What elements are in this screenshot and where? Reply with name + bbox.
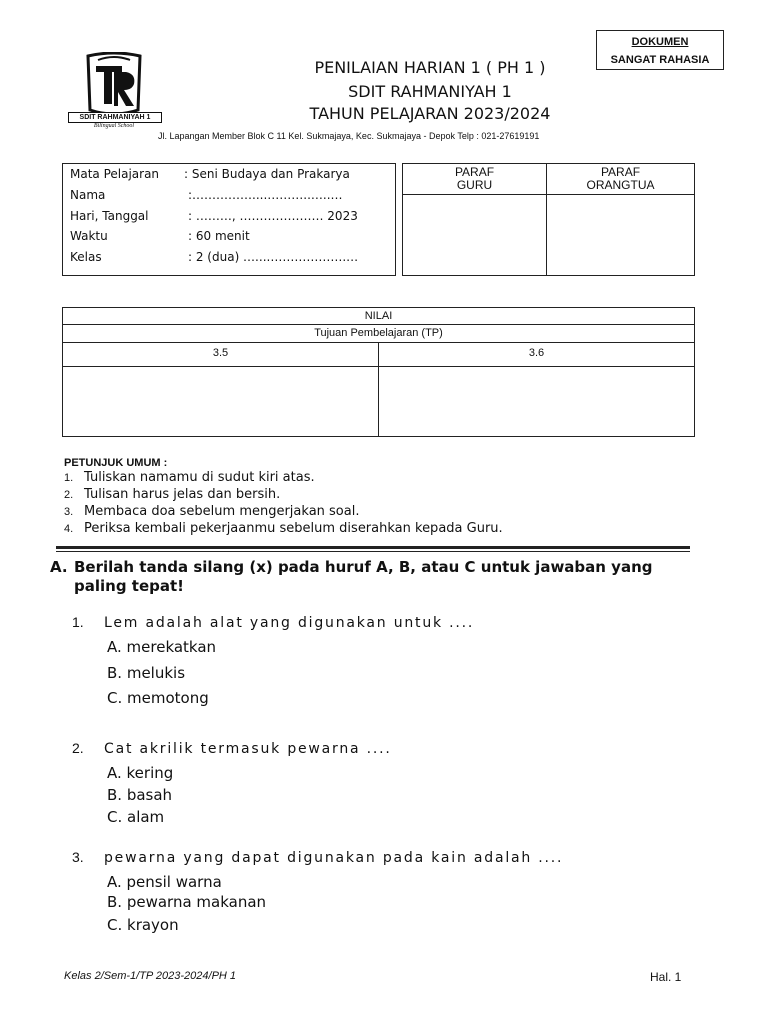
section-a-instruction [50,558,710,596]
petunjuk-num: 1. [64,472,74,484]
identity-row-time [70,229,250,243]
nilai-tp-3-6: 3.6 [528,347,545,359]
question-text: Lem adalah alat yang digunakan untuk .... [104,615,475,631]
footer-page-number: Hal. 1 [650,970,682,984]
question-3-option-b: B. pewarna makanan [107,893,267,911]
nilai-score-divider [378,367,379,436]
stamp-line-2: SANGAT RAHASIA [610,54,710,66]
identity-value: : 2 (dua) …....……………….… [188,250,359,264]
identity-label: Hari, Tanggal [70,209,149,223]
petunjuk-item [64,521,503,536]
school-logo [78,52,150,132]
petunjuk-num: 3. [64,506,74,518]
petunjuk-num: 2. [64,489,74,501]
nilai-subtitle: Tujuan Pembelajaran (TP) [63,325,694,343]
question-number: 2. [72,740,84,756]
question-1-option-a: A. merekatkan [107,638,217,656]
paraf-guru-title [403,164,546,195]
nilai-title: NILAI [63,308,694,325]
petunjuk-title: PETUNJUK UMUM : [64,457,168,469]
question-1 [72,614,474,631]
question-1-option-c: C. memotong [107,689,209,707]
nilai-table [62,307,695,437]
petunjuk-num: 4. [64,523,74,535]
question-2-option-b: B. basah [107,786,173,804]
paraf-orangtua-title [547,164,694,195]
academic-year: TAHUN PELAJARAN 2023/2024 [309,104,551,123]
petunjuk-text: Periksa kembali pekerjaanmu sebelum diserahkan kepada Guru. [84,521,503,536]
school-address: Jl. Lapangan Member Blok C 11 Kel. Sukmajaya, Kec. Sukmajaya - Depok Telp : 021-27619191 [158,131,540,141]
nilai-tp-3-5: 3.5 [63,343,379,366]
section-divider-thin [56,551,690,552]
student-identity-box [62,163,396,276]
question-3 [72,849,563,866]
paraf-orangtua-line2: ORANGTUA [586,178,655,192]
petunjuk-text: Tulisan harus jelas dan bersih. [84,487,281,502]
logo-school-name: SDIT RAHMANIYAH 1 [68,112,162,123]
exam-title: PENILAIAN HARIAN 1 ( PH 1 ) [314,58,546,77]
petunjuk-text: Membaca doa sebelum mengerjakan soal. [84,504,360,519]
identity-value: : 60 menit [188,229,250,243]
section-a-letter: A. [50,558,68,576]
logo-tagline: Bilingual School [93,123,135,129]
identity-value: : Seni Budaya dan Prakarya [184,167,350,181]
identity-label: Nama [70,188,106,202]
petunjuk-item [64,487,280,502]
question-text: pewarna yang dapat digunakan pada kain adalah .... [104,850,564,866]
stamp-line-1: DOKUMEN [631,36,689,48]
question-text: Cat akrilik termasuk pewarna .... [104,741,392,757]
identity-row-class [70,250,358,264]
question-number: 1. [72,614,84,630]
nilai-tp-header [63,343,694,367]
paraf-orangtua-box [546,163,695,276]
paraf-orangtua-line1: PARAF [600,165,641,179]
paraf-guru-line1: PARAF [454,165,495,179]
identity-row-date [70,209,358,223]
petunjuk-item [64,470,315,485]
section-divider-thick [56,546,690,549]
identity-label: Kelas [70,250,102,264]
question-3-option-a: A. pensil warna [107,873,222,891]
petunjuk-text: Tuliskan namamu di sudut kiri atas. [84,470,315,485]
petunjuk-item [64,504,359,519]
paraf-guru-box [402,163,547,276]
question-1-option-b: B. melukis [107,664,186,682]
question-2-option-c: C. alam [107,808,165,826]
paraf-guru-line2: GURU [456,178,493,192]
question-2-option-a: A. kering [107,764,174,782]
section-a-line1: Berilah tanda silang (x) pada huruf A, B, atau C untuk jawaban yang [74,558,653,576]
identity-row-subject [70,167,350,181]
identity-row-name [70,188,343,202]
identity-label: Mata Pelajaran [70,167,160,181]
question-3-option-c: C. krayon [107,916,179,934]
section-a-line2: paling tepat! [74,577,184,595]
school-name: SDIT RAHMANIYAH 1 [348,82,512,101]
question-number: 3. [72,849,84,865]
footer-class-info: Kelas 2/Sem-1/TP 2023-2024/PH 1 [64,970,237,982]
identity-label: Waktu [70,229,108,243]
identity-value: : ………, ………………… 2023 [188,209,358,223]
identity-value: :……………....………..…..… [188,188,343,202]
question-2 [72,740,392,757]
